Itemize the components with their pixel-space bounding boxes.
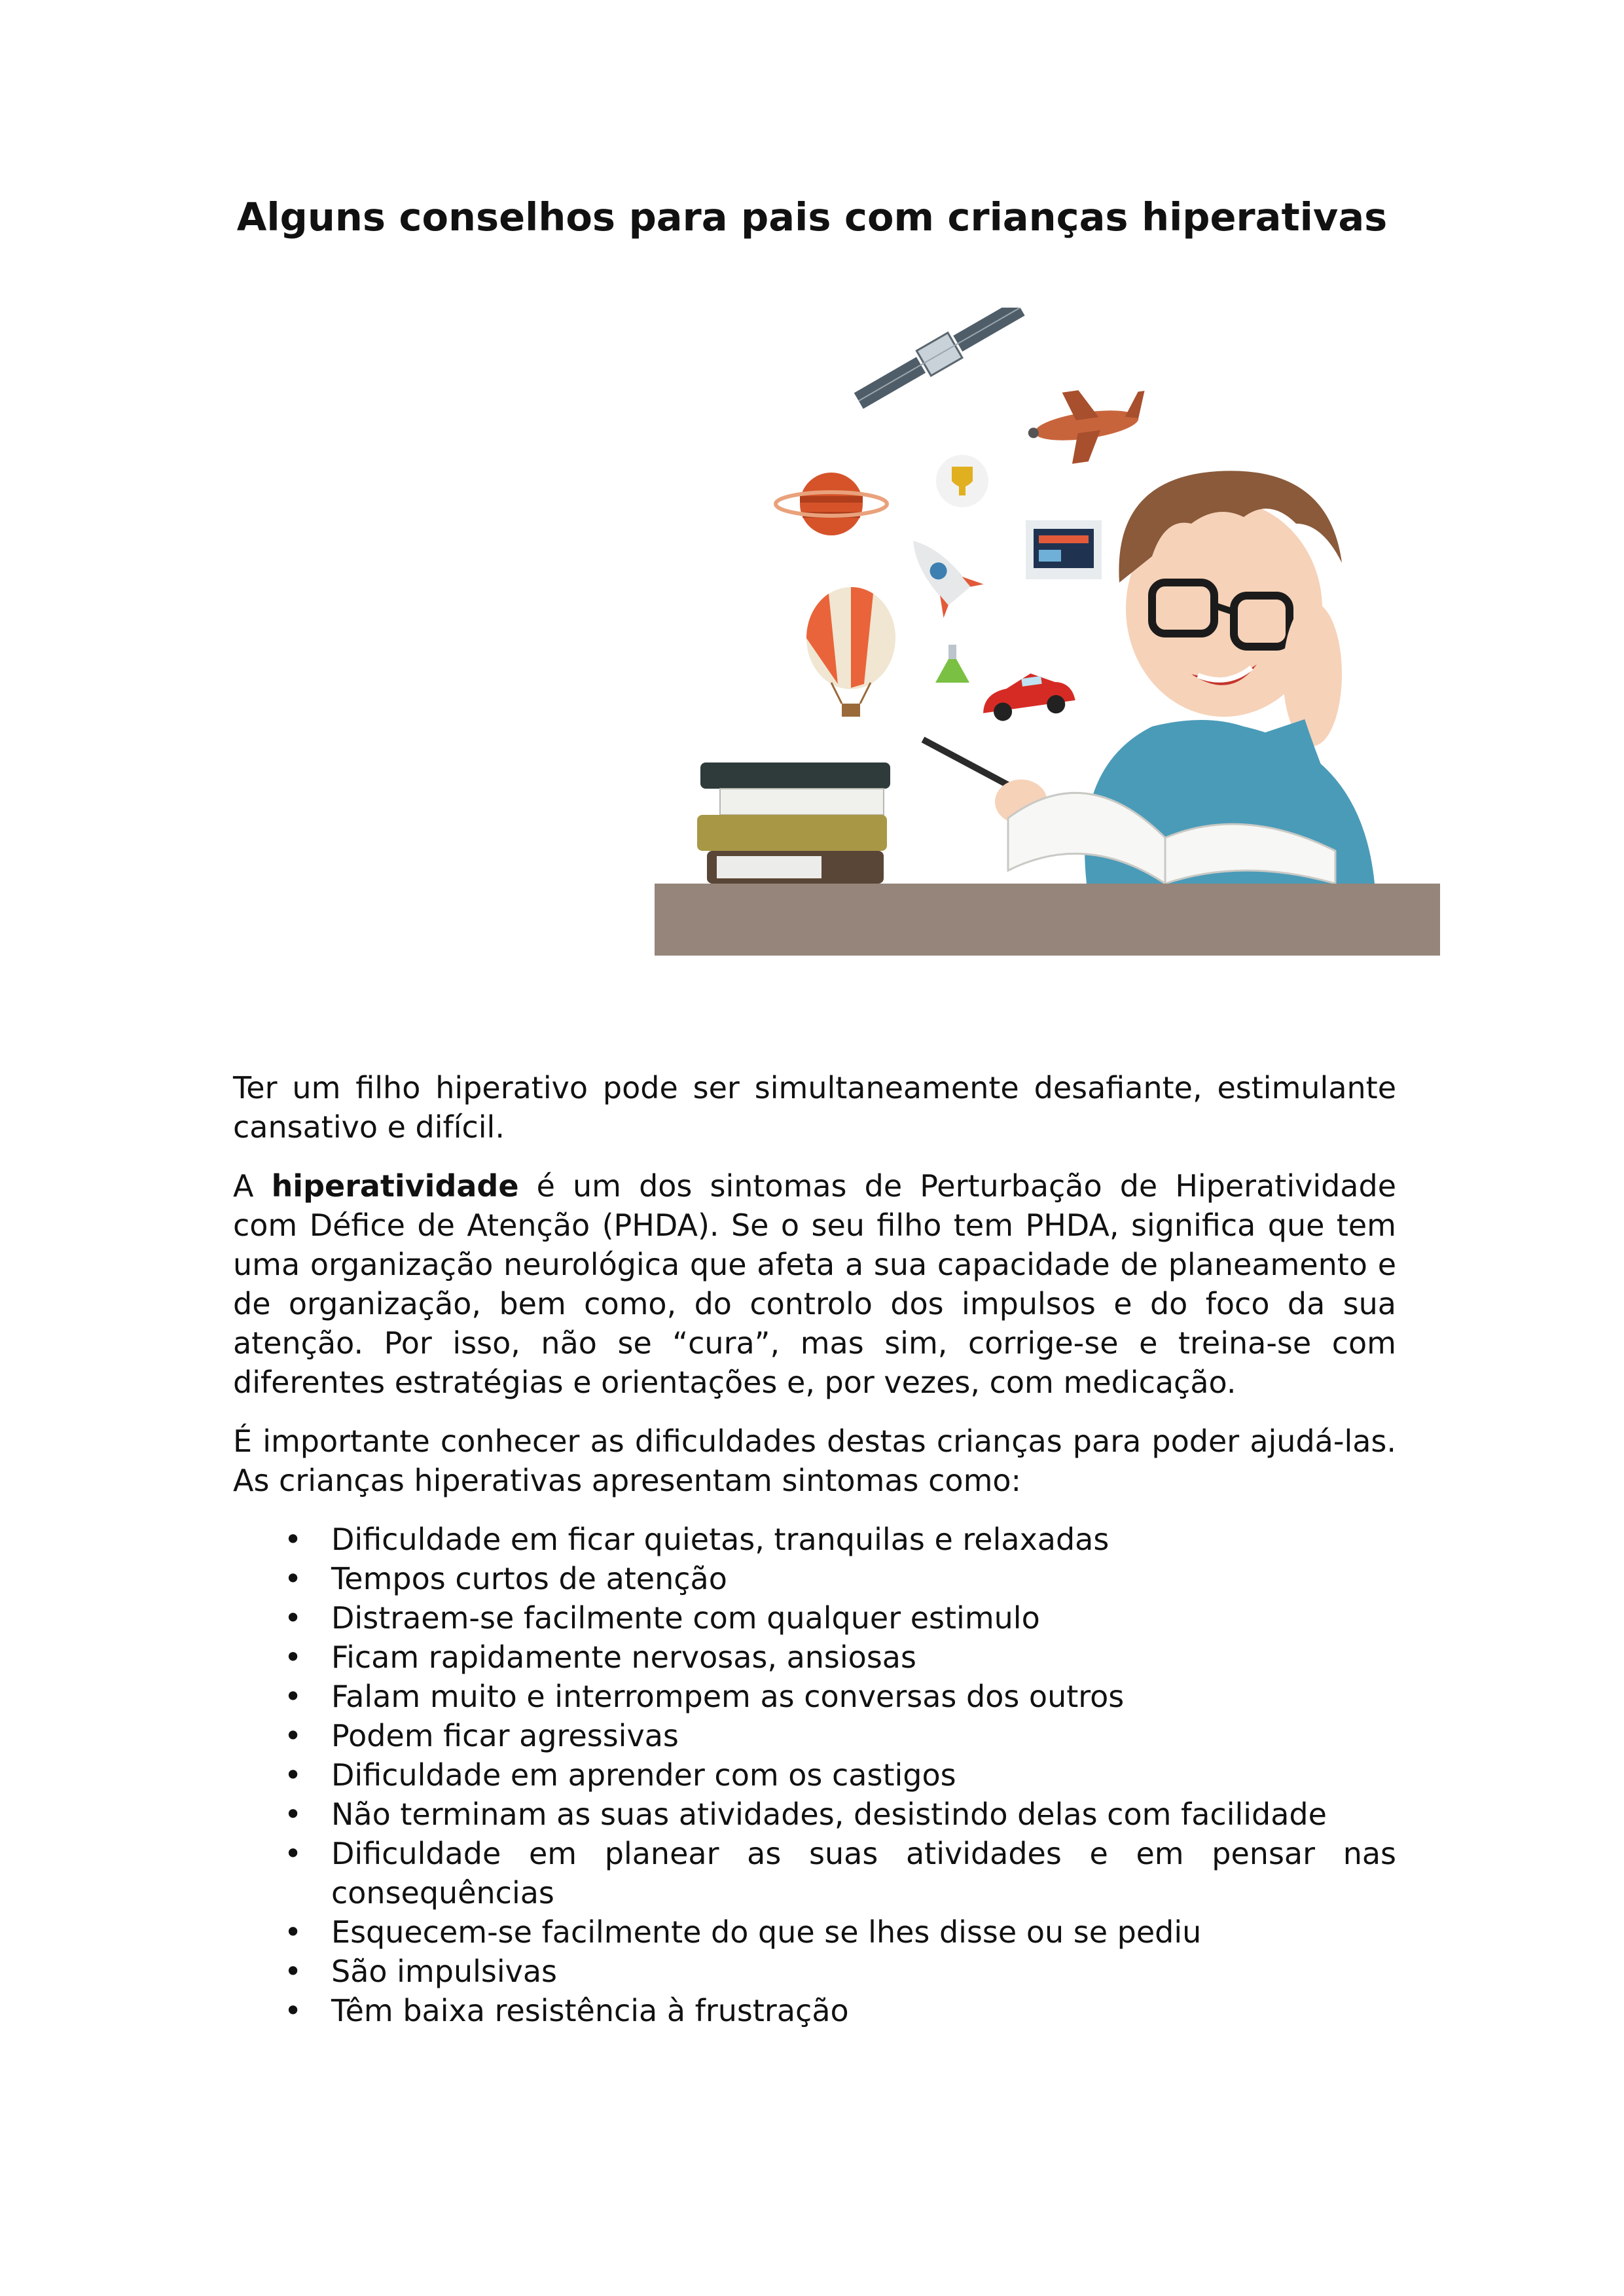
bullet-icon: •	[284, 1797, 302, 1832]
bullet-icon: •	[284, 1522, 302, 1557]
list-item: • Ficam rapidamente nervosas, ansiosas	[233, 1638, 1396, 1677]
rocket-icon	[893, 524, 983, 618]
list-item: • Podem ficar agressivas	[233, 1716, 1396, 1755]
trophy-icon	[936, 455, 988, 507]
phda-paragraph	[233, 1166, 1396, 1402]
bullet-icon: •	[284, 1718, 302, 1753]
book-stack-icon	[697, 762, 890, 884]
bullet-icon: •	[284, 1561, 302, 1596]
bullet-icon: •	[284, 1757, 302, 1793]
airplane-icon	[1023, 381, 1153, 469]
symptoms-list	[233, 1520, 1396, 2030]
satellite-icon	[852, 308, 1028, 414]
hyperactive-child-illustration	[655, 308, 1440, 962]
hiperatividade-keyword: hiperatividade	[271, 1168, 519, 1204]
hot-air-balloon-icon	[806, 587, 895, 717]
bullet-icon: •	[284, 1679, 302, 1714]
list-item: • Falam muito e interrompem as conversas dos outros	[233, 1677, 1396, 1716]
bullet-icon: •	[284, 1600, 302, 1636]
list-item: • Não terminam as suas atividades, desistindo delas com facilidade	[233, 1795, 1396, 1834]
article-body	[233, 1068, 1396, 2030]
list-item: • Dificuldade em planear as suas atividades e em pensar nas consequências	[233, 1834, 1396, 1912]
toy-car-icon	[979, 668, 1077, 723]
list-item: • São impulsivas	[233, 1952, 1396, 1991]
bullet-icon: •	[284, 1993, 302, 2028]
monitor-icon	[1026, 520, 1102, 579]
phda-prefix: A	[233, 1168, 272, 1204]
list-item: • Dificuldade em aprender com os castigos	[233, 1755, 1396, 1795]
flask-icon	[935, 645, 969, 683]
list-item: • Tempos curtos de atenção	[233, 1559, 1396, 1598]
phda-text: é um dos sintomas de Perturbação de Hiperatividade com Défice de Atenção (PHDA). Se o seu filho tem PHDA, significa que tem uma organização neurológica que afeta a sua capacidade de planeamento e de organização, bem como, do controlo dos impulsos e do foco da sua atenção. Por isso, não se “cura”, mas sim, corrige-se e treina-se com diferentes estratégias e orientações e, por vezes, com medicação.	[233, 1168, 1396, 1400]
bullet-icon: •	[284, 1914, 302, 1950]
intro-paragraph: Ter um filho hiperativo pode ser simultaneamente desafiante, estimulante cansativo e difícil.	[233, 1070, 1396, 1145]
list-item: • Dificuldade em ficar quietas, tranquilas e relaxadas	[233, 1520, 1396, 1559]
list-item: • Têm baixa resistência à frustração	[233, 1991, 1396, 2030]
symptoms-intro-paragraph: É importante conhecer as dificuldades destas crianças para poder ajudá-las. As crianças hiperativas apresentam sintomas como:	[233, 1424, 1396, 1498]
desk	[655, 884, 1440, 956]
bullet-icon: •	[284, 1954, 302, 1989]
bullet-icon: •	[284, 1640, 302, 1675]
list-item: • Distraem-se facilmente com qualquer estimulo	[233, 1598, 1396, 1638]
planet-icon	[776, 473, 887, 535]
bullet-icon: •	[284, 1836, 302, 1871]
list-item: • Esquecem-se facilmente do que se lhes disse ou se pediu	[233, 1912, 1396, 1952]
page-title: Alguns conselhos para pais com crianças hiperativas	[236, 194, 1388, 240]
